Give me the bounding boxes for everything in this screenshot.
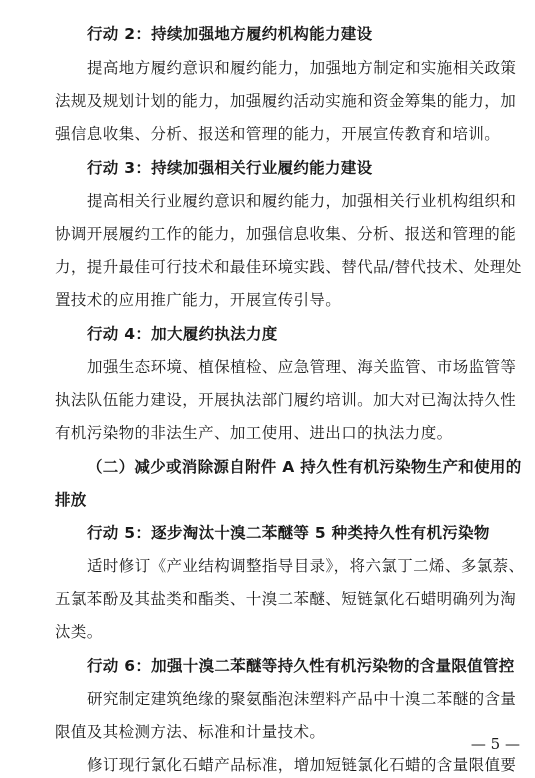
section-heading: （二）减少或消除源自附件 A 持久性有机污染物生产和使用的 xyxy=(87,458,522,476)
paragraph-line: 置技术的应用推广能力，开展宣传引导。 xyxy=(55,291,342,309)
paragraph-line: 限值及其检测方法、标准和计量技术。 xyxy=(55,723,326,741)
paragraph-line: 研究制定建筑绝缘的聚氨酯泡沫塑料产品中十溴二苯醚的含量 xyxy=(87,690,517,708)
paragraph-line: 协调开展履约工作的能力，加强信息收集、分析、报送和管理的能 xyxy=(55,225,517,243)
heading-action-4: 行动 4：加大履约执法力度 xyxy=(87,325,278,343)
heading-action-3: 行动 3：持续加强相关行业履约能力建设 xyxy=(87,159,373,177)
paragraph-line: 提高相关行业履约意识和履约能力，加强相关行业机构组织和 xyxy=(87,192,517,210)
paragraph-line: 适时修订《产业结构调整指导目录》，将六氯丁二烯、多氯萘、 xyxy=(87,557,525,575)
page-number: — 5 — xyxy=(470,735,520,753)
heading-action-5: 行动 5：逐步淘汰十溴二苯醚等 5 种类持久性有机污染物 xyxy=(87,524,490,542)
paragraph-line: 汰类。 xyxy=(55,623,103,641)
paragraph-line: 法规及规划计划的能力，加强履约活动实施和资金筹集的能力，加 xyxy=(55,92,517,110)
paragraph-line: 加强生态环境、植保植检、应急管理、海关监管、市场监管等 xyxy=(87,358,517,376)
paragraph-line: 执法队伍能力建设，开展执法部门履约培训。加大对已淘汰持久性 xyxy=(55,391,517,409)
heading-action-6: 行动 6：加强十溴二苯醚等持久性有机污染物的含量限值管控 xyxy=(87,657,515,675)
heading-action-2: 行动 2：持续加强地方履约机构能力建设 xyxy=(87,25,373,43)
paragraph-line: 有机污染物的非法生产、加工使用、进出口的执法力度。 xyxy=(55,424,453,442)
section-heading-continued: 排放 xyxy=(55,491,87,509)
paragraph-line: 提高地方履约意识和履约能力，加强地方制定和实施相关政策 xyxy=(87,59,517,77)
paragraph-line: 五氯苯酚及其盐类和酯类、十溴二苯醚、短链氯化石蜡明确列为淘 xyxy=(55,590,517,608)
paragraph-line: 修订现行氯化石蜡产品标准，增加短链氯化石蜡的含量限值要 xyxy=(87,756,517,774)
paragraph-line: 强信息收集、分析、报送和管理的能力，开展宣传教育和培训。 xyxy=(55,125,501,143)
paragraph-line: 力，提升最佳可行技术和最佳环境实践、替代品/替代技术、处理处 xyxy=(55,258,522,276)
